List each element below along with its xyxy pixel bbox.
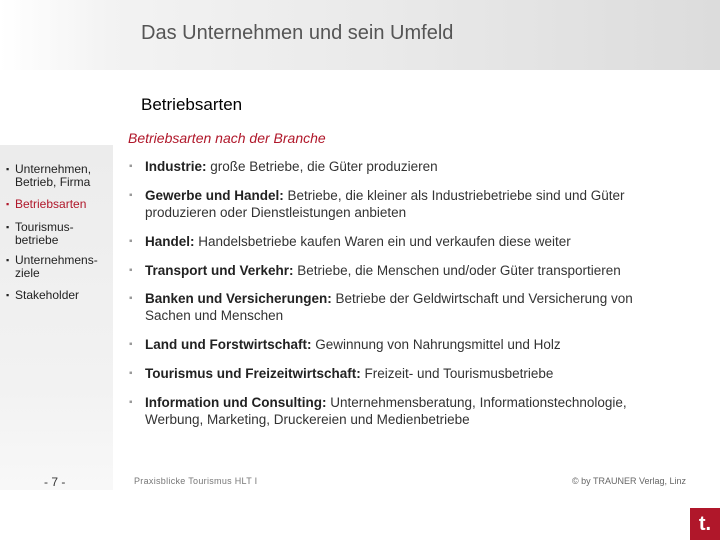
item-text: Betriebe, die Menschen und/oder Güter transportieren xyxy=(293,263,621,278)
item-text: Betriebe, die kleiner als Industriebetriebe sind und Güter produzieren oder Dienstleistungen anbieten xyxy=(145,188,625,220)
slide-title: Das Unternehmen und sein Umfeld xyxy=(141,22,454,44)
section-title: Betriebsarten xyxy=(141,95,243,114)
sidebar-item-label: Unternehmen, Betrieb, Firma xyxy=(15,162,92,189)
bullet-icon: ▪ xyxy=(129,368,133,379)
sidebar-item-unternehmensziele[interactable] xyxy=(6,254,106,280)
item-term: Gewerbe und Handel: xyxy=(145,188,284,203)
list-item xyxy=(129,233,689,250)
item-term: Banken und Versicherungen: xyxy=(145,291,332,306)
list-item xyxy=(129,187,659,221)
bullet-icon: ▪ xyxy=(129,236,133,247)
bullet-icon: ▪ xyxy=(6,199,10,209)
bullet-icon: ▪ xyxy=(129,265,133,276)
list-item xyxy=(129,394,659,428)
sidebar-item-stakeholder[interactable] xyxy=(6,289,106,302)
item-text: Gewinnung von Nahrungsmittel und Holz xyxy=(311,337,561,352)
bullet-icon: ▪ xyxy=(129,293,133,304)
footer-copyright: © by TRAUNER Verlag, Linz xyxy=(572,476,687,486)
item-text: Handelsbetriebe kaufen Waren ein und verkaufen diese weiter xyxy=(194,234,571,249)
section-subtitle: Betriebsarten nach der Branche xyxy=(128,130,326,146)
sidebar-item-label: Unternehmens-ziele xyxy=(15,253,98,280)
list-item xyxy=(129,365,689,382)
sidebar-item-tourismusbetriebe[interactable] xyxy=(6,221,81,247)
footer-series: Praxisblicke Tourismus HLT I xyxy=(134,476,258,486)
sidebar-item-label: Betriebsarten xyxy=(15,197,87,211)
list-item xyxy=(129,290,664,324)
item-term: Tourismus und Freizeitwirtschaft: xyxy=(145,366,361,381)
bullet-icon: ▪ xyxy=(129,161,133,172)
item-term: Handel: xyxy=(145,234,195,249)
bullet-icon: ▪ xyxy=(6,255,10,265)
bullet-icon: ▪ xyxy=(6,290,10,300)
item-text: Betriebe der Geldwirtschaft und Versicherung von Sachen und Menschen xyxy=(145,291,633,323)
sidebar-item-betriebsarten[interactable] xyxy=(6,198,106,211)
item-text: Unternehmensberatung, Informationstechnologie, Werbung, Marketing, Druckereien und Medienbetriebe xyxy=(145,395,627,427)
bullet-icon: ▪ xyxy=(129,190,133,201)
item-term: Transport und Verkehr: xyxy=(145,263,294,278)
item-term: Information und Consulting: xyxy=(145,395,327,410)
bullet-icon: ▪ xyxy=(129,397,133,408)
trauner-logo: t. xyxy=(690,508,720,540)
sidebar-item-label: Tourismus-betriebe xyxy=(15,220,74,247)
sidebar-item-unternehmen[interactable] xyxy=(6,163,106,189)
bullet-icon: ▪ xyxy=(6,222,10,232)
item-term: Land und Forstwirtschaft: xyxy=(145,337,312,352)
item-text: große Betriebe, die Güter produzieren xyxy=(206,159,438,174)
list-item xyxy=(129,336,689,353)
bullet-icon: ▪ xyxy=(6,164,10,174)
list-item xyxy=(129,158,689,175)
bullet-icon: ▪ xyxy=(129,339,133,350)
item-term: Industrie: xyxy=(145,159,207,174)
list-item xyxy=(129,262,689,279)
sidebar-item-label: Stakeholder xyxy=(15,288,80,302)
page-number: - 7 - xyxy=(44,475,66,489)
item-text: Freizeit- und Tourismusbetriebe xyxy=(360,366,554,381)
